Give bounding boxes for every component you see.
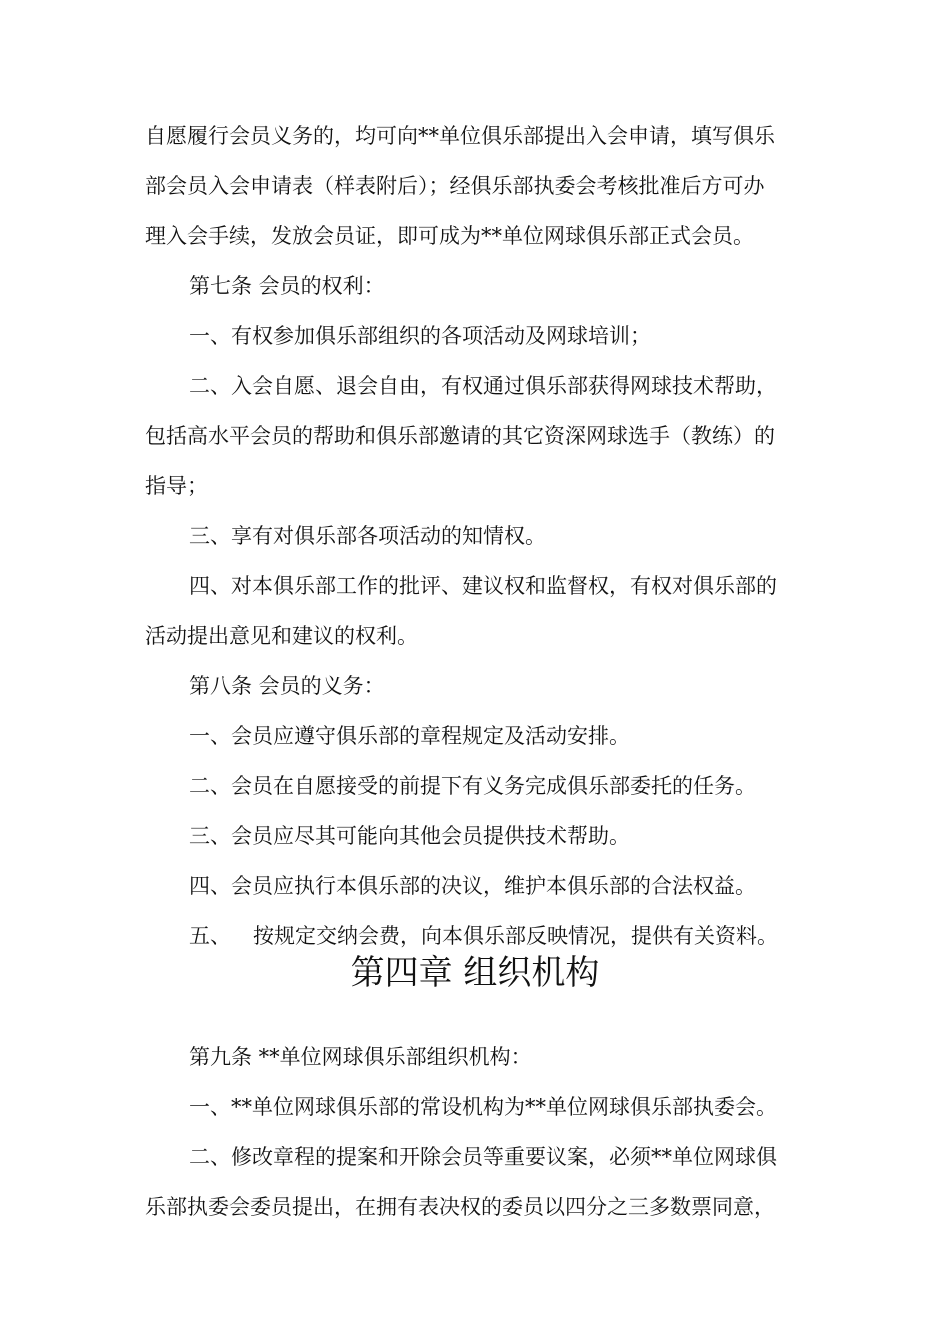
article-9-heading: 第九条 **单位网球俱乐部组织机构： xyxy=(189,1045,532,1069)
article-8-item-5 xyxy=(189,921,869,951)
article-8-heading: 第八条 会员的义务： xyxy=(189,674,385,698)
article-8-item-2: 二、会员在自愿接受的前提下有义务完成俱乐部委托的任务。 xyxy=(189,774,756,798)
intro-line-2: 部会员入会申请表（样表附后）；经俱乐部执委会考核批准后方可办 xyxy=(145,174,765,198)
article-9-item-2-line-2: 乐部执委会委员提出，在拥有表决权的委员以四分之三多数票同意， xyxy=(145,1195,775,1219)
article-7-item-2-line-1: 二、入会自愿、退会自由，有权通过俱乐部获得网球技术帮助， xyxy=(189,374,777,398)
article-7-item-1: 一、有权参加俱乐部组织的各项活动及网球培训； xyxy=(189,324,651,348)
article-7-item-3: 三、享有对俱乐部各项活动的知情权。 xyxy=(189,524,546,548)
article-7-heading: 第七条 会员的权利： xyxy=(189,274,385,298)
article-9-item-1: 一、**单位网球俱乐部的常设机构为**单位网球俱乐部执委会。 xyxy=(189,1095,777,1119)
chapter-4-title: 第四章 组织机构 xyxy=(350,953,600,993)
article-8-item-4: 四、会员应执行本俱乐部的决议，维护本俱乐部的合法权益。 xyxy=(189,874,756,898)
article-7-item-2-line-2: 包括高水平会员的帮助和俱乐部邀请的其它资深网球选手（教练）的 xyxy=(145,424,775,448)
article-8-item-5-number: 五、 xyxy=(189,924,231,948)
article-9-item-2-line-1: 二、修改章程的提案和开除会员等重要议案，必须**单位网球俱 xyxy=(189,1145,777,1169)
intro-line-3: 理入会手续，发放会员证，即可成为**单位网球俱乐部正式会员。 xyxy=(145,224,754,248)
intro-line-1: 自愿履行会员义务的，均可向**单位俱乐部提出入会申请，填写俱乐 xyxy=(145,124,775,148)
article-7-item-2-line-3: 指导； xyxy=(145,474,208,498)
article-8-item-1: 一、会员应遵守俱乐部的章程规定及活动安排。 xyxy=(189,724,630,748)
article-8-item-5-text: 按规定交纳会费，向本俱乐部反映情况，提供有关资料。 xyxy=(253,924,778,948)
article-7-item-4-line-2: 活动提出意见和建议的权利。 xyxy=(145,624,418,648)
article-7-item-4-line-1: 四、对本俱乐部工作的批评、建议权和监督权，有权对俱乐部的 xyxy=(189,574,777,598)
article-8-item-3: 三、会员应尽其可能向其他会员提供技术帮助。 xyxy=(189,824,630,848)
